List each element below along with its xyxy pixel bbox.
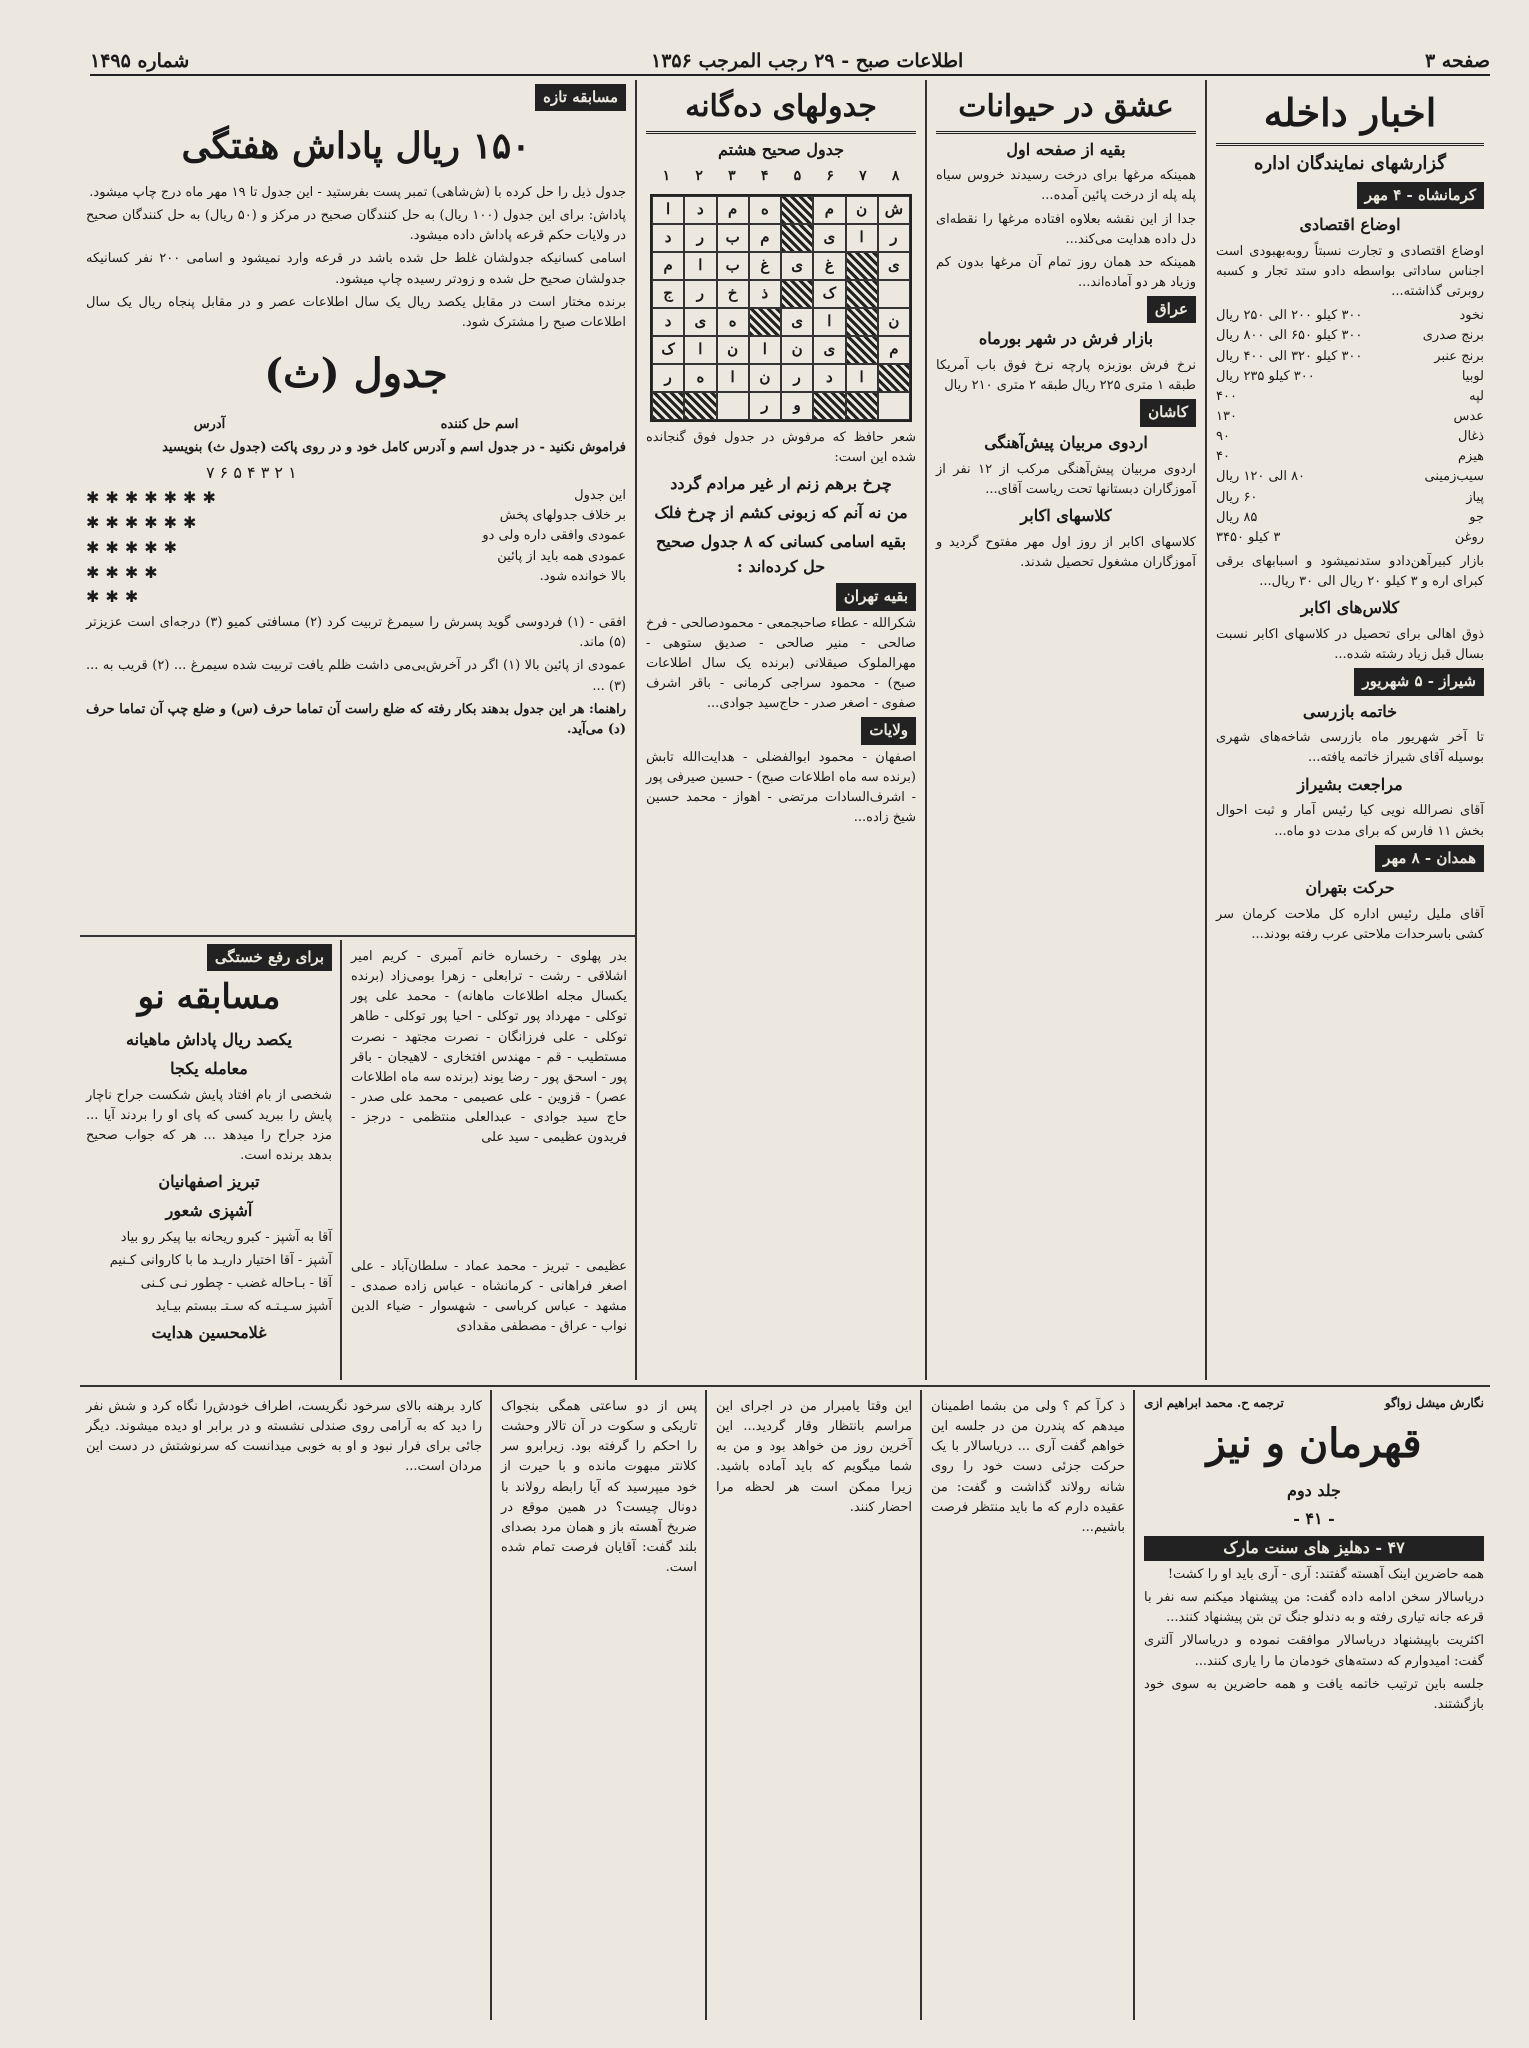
grid-cell: ه (717, 308, 749, 336)
grid-cell: خ (717, 280, 749, 308)
camp-heading: اردوی مربیان پیش‌آهنگی (984, 432, 1148, 452)
provinces-heading: ولایات (861, 717, 916, 744)
puzzle-th-body (86, 486, 626, 610)
bazaar-text: بازار کبیرآهن‌دادو ستدنمیشود و اسبابهای برقی کبرای اره و ۳ کیلو ۲۰ ریال الی ۳۰ ریال... (1216, 553, 1484, 590)
poem-line: من نه آنم که زبونی کشم از چرخ فلک (654, 503, 908, 523)
date-line: اطلاعات صبح - ۲۹ رجب المرجب ۱۳۵۶ (651, 50, 964, 72)
domestic-news-subtitle: گزارشهای نمایندگان اداره (1254, 152, 1446, 174)
grid-cell: ا (684, 336, 716, 364)
adult-classes-heading: کلاسهای اکابر (1020, 505, 1112, 525)
vertical-clues: عمودی از پائین بالا (۱) اگر در آخرش‌بی‌می داشت ظلم یافت تربیت شده سیمرغ ... (۲) قریب به ... (۳) ... (86, 658, 627, 694)
serial-story-column (1138, 1390, 1490, 2020)
column-rule (1133, 1390, 1135, 2020)
clue-row: بالا خوانده شود. (539, 568, 626, 584)
page-label: صفحه ۳ (1424, 50, 1490, 72)
price-row: لپه ۴۰۰ (1216, 388, 1484, 404)
star-row: ✱✱✱✱ (86, 562, 164, 582)
serial-text-column (925, 1390, 1131, 2020)
dateline-iraq: عراق (1147, 296, 1196, 323)
grid-cell: ی (878, 252, 910, 280)
serial-chapter: ۴۷ - دهلیز های سنت مارک (1144, 1536, 1484, 1561)
grid-cell: ن (717, 336, 749, 364)
camp-text: اردوی مربیان پیش‌آهنگی مرکب از ۱۲ نفر از آموزگاران دبستانها تحت ریاست آقای... (936, 461, 1196, 497)
poem-heading: آشپزی شعور (165, 1200, 253, 1220)
new-contest-section (80, 940, 338, 1380)
puzzles-title: جدولهای ده‌گانه (646, 84, 916, 134)
contest-text: شخصی از بام افتاد پایش شکست جراح ناچار پایش را ببرید کسی که پای او را بردند آیا ... مزد جراح را میدهد ... هر که جواب صحیح بدهد برنده است. (86, 1087, 332, 1163)
grid-cell: ا (749, 336, 781, 364)
grid-cell: ذ (749, 280, 781, 308)
grid-cell (781, 224, 813, 252)
grid-cell: ی (813, 224, 845, 252)
classes-text: ذوق اهالی برای تحصیل در کلاسهای اکابر نسبت بسال قبل زیاد رشته شده... (1216, 627, 1484, 663)
prize-puzzle-section (80, 80, 632, 930)
clue-row: عمودی وافقی داره ولی دو (482, 528, 626, 544)
winners-names: شکرالله - عطاء صاحبجمعی - محمودصالحی - فرخ صالحی - منیر صالحی - صدیق ستوهی - مهرالملوک صیقلانی (برنده یک سال اطلاعات صبح) - محمود سراجی کرمانی - باقر اشرف صفوی - اصغر صدر - حاج‌سید جوادی... (645, 615, 916, 712)
grid-cell: ا (684, 252, 716, 280)
clue-row: عمودی همه باید از پائین (497, 548, 626, 564)
serial-episode: - ۴۱ - (1293, 1509, 1335, 1529)
grid-cell: م (813, 196, 845, 224)
price-row: نخود ۳۰۰ کیلو ۲۰۰ الی ۲۵۰ ریال (1216, 308, 1484, 324)
contest-subtitle: معامله یکجا (170, 1058, 248, 1078)
grid-cell: ا (846, 224, 878, 252)
grid-cell: ا (652, 196, 684, 224)
puzzle-grid (650, 194, 912, 422)
grid-cell: ا (717, 364, 749, 392)
serial-text: جلسه باین ترتیب خاتمه یافت و همه حاضرین به سوی خود بازگشتند. (1144, 1676, 1484, 1712)
grid-cell: د (684, 196, 716, 224)
poem-line: چرخ برهم زنم ار غیر مرادم گردد (670, 474, 892, 494)
puzzle-column-numbers (650, 166, 912, 188)
serial-text: همه حاضرین اینک آهسته گفتند: آری - آری باید او را کشت! (1167, 1566, 1484, 1582)
puzzles-column (640, 80, 922, 1380)
price-row: جو ۸۵ ریال (1216, 509, 1484, 525)
winners-list-title: بقیه اسامی کسانی که ۸ جدول صحیح حل کرده‌اند : (655, 531, 907, 576)
serial-translator: ترجمه ح. محمد ابراهیم ازی (1144, 1396, 1284, 1410)
grid-cell: ه (749, 196, 781, 224)
star-row: ✱✱✱✱✱✱✱ (86, 488, 222, 508)
prize-rule: اسامی کسانیکه جدولشان غلط حل شده باشد در قرعه وارد نمیشود و اسامی ۲۰۰ نفر کسانیکه جدولشان صحیح حل شده و زودتر رسیده چاپ میشود. (86, 251, 627, 287)
price-row: ذغال ۹۰ (1216, 429, 1484, 445)
winners-names: عظیمی - تبریز - محمد عماد - سلطان‌آباد - علی اصغر فراهانی - کرمانشاه - عباس زاده صمدی - مشهد - عباس کرباسی - شهسوار - ضیاء الدین نواب - عراق - مصطفی مقدادی (351, 1259, 627, 1335)
grid-column-number: ۱ (662, 168, 671, 185)
grid-cell: ن (846, 196, 878, 224)
grid-cell: م (652, 252, 684, 280)
issue-number: شماره ۱۴۹۵ (90, 50, 190, 72)
column-rule (705, 1390, 707, 2020)
grid-cell: ی (813, 336, 845, 364)
puzzle-th-title: جدول (ث) (264, 350, 448, 398)
poem-line: آقا - بـاحاله غضب - چطور نـی کـنی (140, 1275, 332, 1291)
grid-cell (878, 364, 910, 392)
poem-line: آشپز - آقا اختیار داریـد ما با کاروانی کـنیم (109, 1252, 332, 1268)
price-row: هیزم ۴۰ (1216, 449, 1484, 465)
serial-title: قهرمان و نیز (1206, 1419, 1422, 1467)
grid-cell (846, 252, 878, 280)
serial-credits (1144, 1394, 1484, 1413)
grid-cell: و (781, 392, 813, 420)
grid-column-number: ۲ (695, 168, 703, 185)
grid-cell: ن (878, 308, 910, 336)
column-rule (635, 80, 637, 1380)
grid-column-number: ۳ (728, 168, 736, 185)
animals-text: جدا از این نقشه بعلاوه افتاده مرغها را نقطه‌ای دل داده هدایت می‌کند... (936, 211, 1196, 247)
column-rule (1205, 80, 1207, 1380)
grid-cell (813, 392, 845, 420)
price-row: برنج صدری ۳۰۰ کیلو ۶۵۰ الی ۸۰۰ ریال (1216, 328, 1484, 344)
star-row: ✱✱✱ (86, 587, 145, 607)
contest-city: تبریز اصفهانیان (158, 1172, 260, 1192)
grid-cell: ی (684, 308, 716, 336)
serial-volume: جلد دوم (1287, 1480, 1341, 1500)
carpet-text: نرخ فرش بوزبزه پارچه نرخ فوق باب آمریکا طبقه ۱ متری ۲۲۵ ریال طبقه ۲ متری ۲۱۰ ریال (936, 358, 1196, 394)
price-row: سیب‌زمینی ۸۰ الی ۱۲۰ ریال (1216, 469, 1484, 485)
grid-cell: ن (781, 336, 813, 364)
price-row: پیاز ۶۰ ریال (1216, 489, 1484, 505)
move-heading: حرکت بتهران (1305, 877, 1395, 897)
grid-cell (749, 308, 781, 336)
grid-cell: ش (878, 196, 910, 224)
animals-title: عشق در حیوانات (936, 84, 1196, 134)
animals-column (930, 80, 1202, 1380)
domestic-news-title: اخبار داخله (1216, 84, 1484, 146)
puzzle-column-numbers: ۷ ۶ ۵ ۴ ۳ ۲ ۱ (206, 463, 297, 483)
grid-cell: غ (813, 252, 845, 280)
horizontal-clues: افقی - (۱) فردوسی گوید پسرش را سیمرغ تربیت کرد (۲) مسافتی کمیو (۳) درجه‌ای است عزیزتر (۵) ماند. (86, 615, 627, 651)
grid-cell (846, 336, 878, 364)
dateline-kermanshah: کرمانشاه - ۴ مهر (1357, 182, 1484, 209)
serial-text-column (495, 1390, 703, 2020)
clue-rows (396, 486, 626, 610)
contest-title: مسابقه نو (137, 977, 281, 1018)
return-heading: مراجعت بشیراز (1297, 774, 1403, 794)
inspection-heading: خاتمه بازرسی (1302, 701, 1398, 721)
price-row: برنج عنبر ۳۰۰ کیلو ۳۲۰ الی ۴۰۰ ریال (1216, 348, 1484, 364)
grid-cell (846, 308, 878, 336)
column-rule (490, 1390, 492, 2020)
grid-cell (684, 392, 716, 420)
star-row: ✱✱✱✱✱✱ (86, 512, 203, 532)
serial-text: ذ کرآ کم ؟ ولی من بشما اطمینان میدهم که پندرن من در جلسه این خواهم گفت آری ... دریاسالار با یک حرکت جزئی دست خود را روی شانه رولاند گذاشت و گفت: من عقیده دارم که ما باید منتظر فرصت باشیم... (931, 1399, 1125, 1535)
grid-column-number: ۵ (793, 168, 802, 185)
grid-cell: د (652, 224, 684, 252)
price-row: لوبیا ۳۰۰ کیلو ۲۳۵ ریال (1216, 368, 1484, 384)
contest-signature: غلامحسین هدایت (151, 1323, 267, 1343)
prize-rule: جدول ذیل را حل کرده با (ش‌شاهی) تمبر پست بفرستید - این جدول تا ۱۹ مهر ماه درج چاپ میشود. (89, 185, 626, 201)
economy-text: اوضاع اقتصادی و تجارت نسبتاً روبه‌بهبودی است اجناس ساداتی بواسطه دادو ستد تجار و کسبه روبرتی گذاشته... (1216, 243, 1484, 300)
dateline-hamadan: همدان - ۸ مهر (1375, 845, 1484, 872)
grid-cell: ا (846, 364, 878, 392)
grid-cell: ر (749, 392, 781, 420)
column-rule (340, 940, 342, 1380)
grid-cell: ب (717, 252, 749, 280)
grid-column-number: ۷ (859, 168, 867, 185)
grid-cell (652, 392, 684, 420)
grid-cell: ر (652, 364, 684, 392)
carpet-heading: بازار فرش در شهر بورماه (978, 329, 1154, 349)
tehran-heading: بقیه تهران (836, 583, 916, 610)
serial-author: نگارش میشل زواگو (1384, 1396, 1484, 1410)
serial-text: کارد برهنه بالای سرخود نگریست، اطراف خودش‌را نگاه کرد و شش نفر را دید که به آرامی روی صندلی نشسته و در برابر او دیده میشوند. دیگر جائی برای فرار نبود و او به خوبی میدانست که سرنوشتش در دست این مردان است... (86, 1399, 483, 1475)
poem-line: آقا به آشپز - کبرو ریحانه بیا پیکر رو بیاد (120, 1229, 332, 1245)
grid-cell: غ (749, 252, 781, 280)
column-rule (920, 1390, 922, 2020)
serial-text: اکثریت باپیشنهاد دریاسالار موافقت نموده و دریاسالار آلتری گفت: امیدوارم که دسته‌های خودمان ما را یاری کنند... (1144, 1633, 1484, 1669)
grid-cell: م (878, 336, 910, 364)
address-label: آدرس (193, 417, 226, 433)
clue-row: این جدول (574, 488, 626, 504)
grid-cell (846, 280, 878, 308)
provinces-names: اصفهان - محمود ابوالفضلی - هدایت‌الله تابش (برنده سه ماه اطلاعات صبح) - حسین صیرفی پور - اشرف‌السادات مرتضی - اهواز - محمد حسین شیخ زاده... (646, 749, 916, 826)
animals-text: همینکه مرغها برای درخت رسیدند خروس سیاه پله پله از درخت پائین آمده... (936, 168, 1196, 204)
puzzle-hint: راهنما: هر این جدول بدهند بکار رفته که ضلع راست آن تماما حرف (س) و ضلع چپ آن تماما حرف (د) می‌آید. (86, 701, 626, 737)
solver-fields (86, 415, 626, 435)
grid-cell: م (717, 196, 749, 224)
grid-cell: ر (878, 224, 910, 252)
dateline-kashan: کاشان (1140, 399, 1196, 426)
grid-cell (781, 196, 813, 224)
grid-cell: ب (717, 224, 749, 252)
serial-text: دریاسالار سخن ادامه داده گفت: من پیشنهاد میکنم سه نفر با قرعه جانه تیاری رفته و به دندلو جنگ تن بتن پیشنهاد کنند... (1144, 1590, 1484, 1626)
continued-note: بقیه از صفحه اول (1006, 139, 1126, 159)
winners-names: بدر پهلوی - رخساره خانم آمبری - کریم امیر اشلاقی - رشت - ترابعلی - زهرا بومی‌زاد (برنده یکسال مجله اطلاعات ماهانه) - محمد علی پور توکلی - مهرداد پور توکلی - احیا پور توکلی - طاهر توکلی - علی فرزانگان - نصرت مجتهد - نصرت مستطیب - قم - مهندس افتخاری - لاهیجان - باقر پور - اسحق پور - رضا یوند (برنده سه ماه اطلاعات عصر) - قزوین - علی عصیمی - محمد علی صدر - حاج سید جوادی - عبدالعلی منتظمی - درجز - فریدون عظیمی - سید علی (351, 949, 627, 1146)
domestic-news-column (1210, 80, 1490, 1380)
grid-cell: ا (813, 308, 845, 336)
inspection-text: تا آخر شهریور ماه بازرسی شاخه‌های شهری بوسیله آقای شیراز خاتمه یافته... (1216, 730, 1484, 766)
grid-cell (846, 392, 878, 420)
serial-text: این وقتا یامبرار من در اجرای این مراسم بانتظار وقار گردید... این آخرین روز من خواهد بود و من به شما میگویم که باید آماده باشید. زیرا ممکن است هر لحظه مرا احضار کنند. (716, 1399, 912, 1515)
grid-cell: ج (652, 280, 684, 308)
poem-note: شعر حافظ که مرفوش در جدول فوق گنجانده شده این است: (646, 429, 916, 466)
return-text: آقای نصرالله نویی کیا رئیس آمار و ثبت احوال بخش ۱۱ فارس که برای مدت دو ماه... (1216, 803, 1484, 839)
new-contest-tag: مسابقه تازه (535, 84, 626, 111)
clue-row: بر خلاف جدولهای پخش (499, 508, 626, 524)
price-row: روغن ۳ کیلو ۳۴۵۰ (1216, 529, 1484, 545)
price-row: عدس ۱۳۰ (1216, 408, 1484, 424)
grid-cell (781, 280, 813, 308)
serial-text-column (80, 1390, 488, 2020)
star-grid (86, 486, 386, 610)
grid-cell: ی (781, 308, 813, 336)
poem-line: آشپز سـیـتـه که سـتـ ببستم بیـاید (155, 1299, 332, 1315)
grid-cell: د (813, 364, 845, 392)
classes-heading: کلاس‌های اکابر (1300, 598, 1400, 618)
column-rule (925, 80, 927, 1380)
prize-title: ۱۵۰ ریال پاداش هفتگی (181, 125, 531, 168)
grid-cell: ی (781, 252, 813, 280)
grid-column-number: ۴ (760, 168, 769, 185)
instruction: فراموش نکنید - در جدول اسم و آدرس کامل خود و در روی پاکت (جدول ث) بنویسید (162, 440, 626, 456)
adult-classes-text: کلاسهای اکابر از روز اول مهر مفتوح گردید و آموزگاران مشغول تحصیل شدند. (936, 534, 1196, 570)
grid-cell: م (749, 224, 781, 252)
grid-cell (717, 392, 749, 420)
prize-rule: برنده مختار است در مقابل یکصد ریال یک سال اطلاعات عصر و در مقابل پنجاه ریال یک سال اطلاعات صبح را مشترک شود. (86, 294, 626, 330)
grid-cell: ر (684, 280, 716, 308)
grid-cell: ک (652, 336, 684, 364)
contest-tag: برای رفع خستگی (207, 944, 332, 971)
grid-cell: ر (684, 224, 716, 252)
grid-cell (878, 392, 910, 420)
grid-cell: ک (813, 280, 845, 308)
dateline-shiraz: شیراز - ۵ شهریور (1354, 668, 1484, 695)
economy-heading: اوضاع اقتصادی (1299, 215, 1401, 235)
grid-cell (878, 280, 910, 308)
prize-rule: پاداش: برای این جدول (۱۰۰ ریال) به حل کنندگان صحیح در مرکز و (۵۰ ریال) به حل کنندگان صحیح در ولایات حکم قرعه پاداش داده میشود. (86, 208, 626, 244)
winners-list-b (345, 1250, 633, 1380)
section-rule (80, 935, 635, 937)
grid-column-number: ۸ (891, 168, 900, 185)
grid-cell: ه (684, 364, 716, 392)
page-header (90, 48, 1490, 76)
move-text: آقای ملیل رئیس اداره کل ملاحت کرمان سر کشی باسرحدات ملاحتی عرب رفته بودند... (1216, 906, 1484, 942)
grid-cell: ر (781, 364, 813, 392)
price-list (1216, 306, 1484, 548)
serial-text: پس از دو ساعتی همگی بنجواک تاریکی و سکوت در آن تالار وحشت را احکم را گرفته بود. زیرابرو سر کلانتر مبهوت مانده و با حیرت از خود میپرسید که آیا رابطه رولاند با دونال چیست؟ در همین موقع در ضربخ آهسته باز و همان مرد بصدای بلند گفت: آقایان فرصت تمام شده است. (501, 1399, 697, 1576)
grid-cell: د (652, 308, 684, 336)
star-row: ✱✱✱✱✱ (86, 537, 184, 557)
contest-prize: یکصد ریال پاداش ماهیانه (126, 1029, 292, 1049)
serial-text-column (710, 1390, 918, 2020)
animals-text: همینکه حد همان روز تمام آن مرغها بدون کم وزیاد هر دو آماده‌اند... (936, 254, 1196, 290)
grid-column-number: ۶ (826, 168, 834, 185)
grid-cell: ن (749, 364, 781, 392)
puzzle-subtitle: جدول صحیح هشتم (717, 139, 845, 159)
section-rule (80, 1385, 1490, 1387)
solver-name-label: اسم حل کننده (440, 417, 519, 433)
